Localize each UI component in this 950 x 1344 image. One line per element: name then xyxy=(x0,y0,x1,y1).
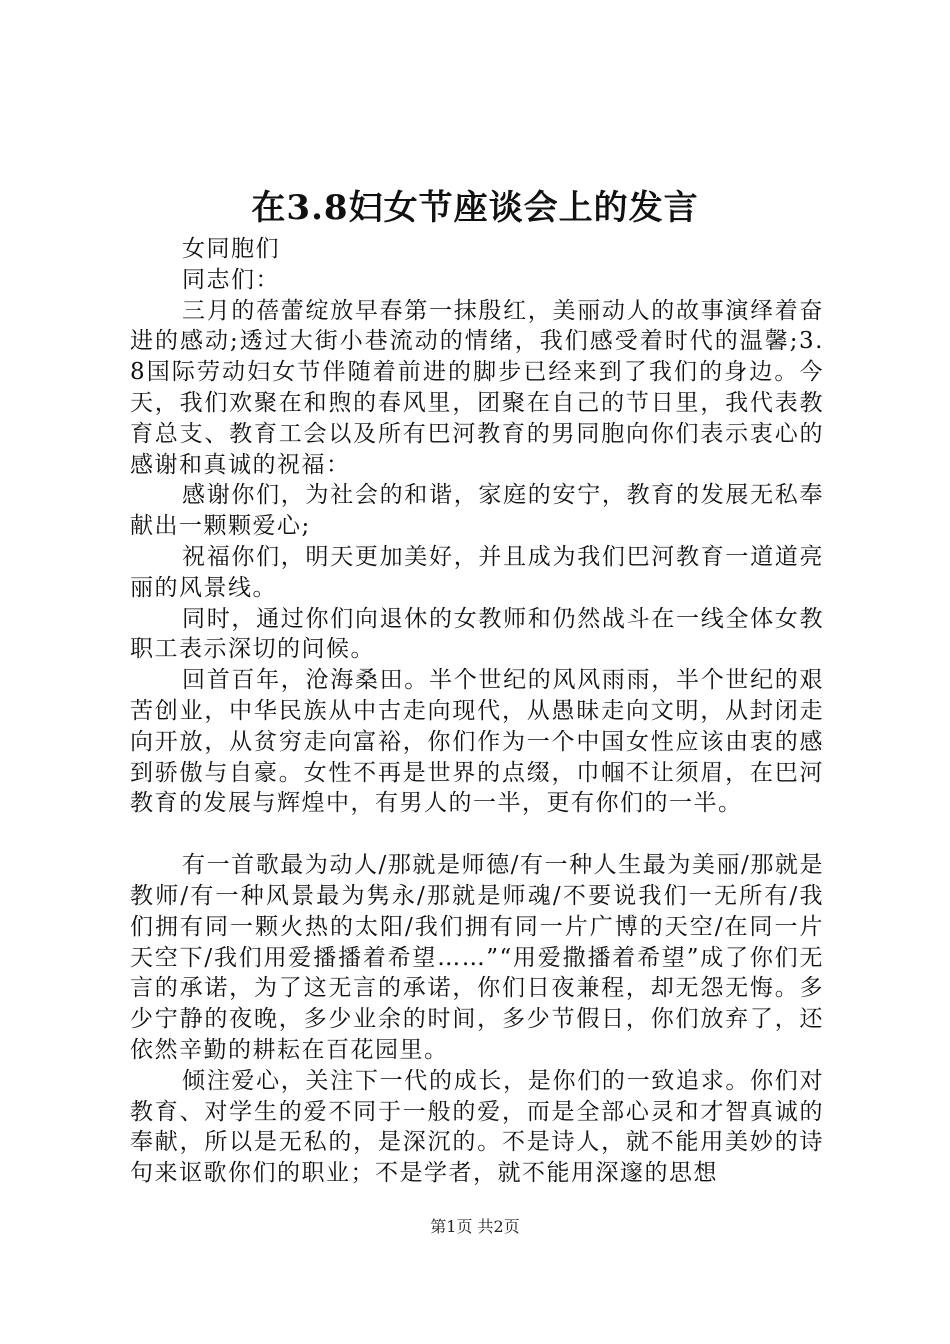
paragraph-opening: 三月的蓓蕾绽放早春第一抹殷红，美丽动人的故事演绎着奋进的感动;透过大街小巷流动的情绪，我们感受着时代的温馨;3.8国际劳动妇女节伴随着前进的脚步已经来到了我们的身边。今天，我们欢聚在和煦的春风里，团聚在自己的节日里，我代表教育总支、教育工会以及所有巴河教育的男同胞向你们表示衷心的感谢和真诚的祝福： xyxy=(130,297,824,478)
paragraph-devotion: 倾注爱心，关注下一代的成长，是你们的一致追求。你们对教育、对学生的爱不同于一般的爱，而是全部心灵和才智真诚的奉献，所以是无私的，是深沉的。不是诗人，就不能用美妙的诗句来讴歌你们的职业；不是学者，就不能用深邃的思想 xyxy=(130,1067,824,1187)
paragraph-gap xyxy=(130,819,824,850)
paragraph-song: 有一首歌最为动人/那就是师德/有一种人生最为美丽/那就是教师/有一种风景最为隽永/那就是师魂/不要说我们一无所有/我们拥有同一颗火热的太阳/我们拥有同一片广博的天空/在同一片天空下/我们用爱播播着希望……”“用爱撒播着希望”成了你们无言的承诺，为了这无言的承诺，你们日夜兼程，却无怨无悔。多少宁静的夜晚，多少业余的时间，多少节假日，你们放弃了，还依然辛勤的耕耘在百花园里。 xyxy=(130,852,824,1063)
paragraph-retrospect: 回首百年，沧海桑田。半个世纪的风风雨雨，半个世纪的艰苦创业，中华民族从中古走向现代，从愚昧走向文明，从封闭走向开放，从贫穷走向富裕，你们作为一个中国女性应该由衷的感到骄傲与自豪。女性不再是世界的点缀，巾帼不让须眉，在巴河教育的发展与辉煌中，有男人的一半，更有你们的一半。 xyxy=(130,667,824,817)
paragraph-blessing: 祝福你们，明天更加美好，并且成为我们巴河教育一道道亮丽的风景线。 xyxy=(130,543,824,601)
paragraph-greeting: 同时，通过你们向退休的女教师和仍然战斗在一线全体女教职工表示深切的问候。 xyxy=(130,605,824,663)
paragraph-thanks: 感谢你们，为社会的和谐，家庭的安宁，教育的发展无私奉献出一颗颗爱心; xyxy=(130,482,824,540)
salutation-women: 女同胞们 xyxy=(182,236,280,262)
salutation-comrades: 同志们： xyxy=(182,266,280,293)
document-body xyxy=(130,234,824,1189)
page-footer: 第1页 共2页 xyxy=(430,1217,520,1236)
document-title: 在3.8妇女节座谈会上的发言 xyxy=(251,188,699,228)
